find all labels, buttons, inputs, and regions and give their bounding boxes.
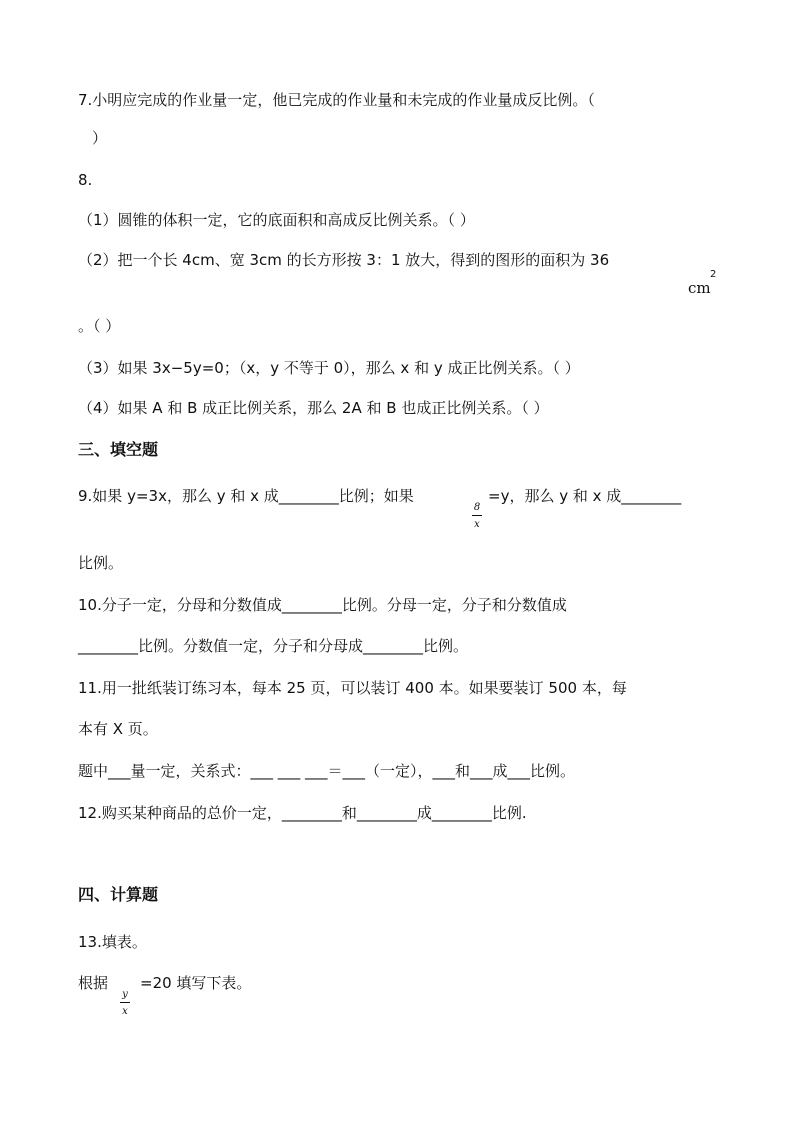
q12-line1: 12.购买某种商品的总价一定，________和________成________比例.: [78, 804, 527, 822]
fraction-bar: [120, 1002, 130, 1003]
q8-part2: （2）把一个长 4cm、宽 3cm 的长方形按 3：1 放大，得到的图形的面积为 36: [78, 251, 610, 269]
q9-line2: 比例。: [78, 554, 124, 572]
q8-part4: （4）如果 A 和 B 成正比例关系，那么 2A 和 B 也成正比例关系。（ ）: [78, 399, 549, 417]
q8-part3: （3）如果 3x−5y=0；（x，y 不等于 0），那么 x 和 y 成正比例关系。（ ）: [78, 359, 580, 377]
q13-line1: 13.填表。: [78, 933, 147, 951]
q8-area-unit: cm: [688, 279, 711, 297]
q13-part2: =20 填写下表。: [140, 974, 252, 992]
q7-line1: 7.小明应完成的作业量一定，他已完成的作业量和未完成的作业量成反比例。（: [78, 91, 595, 109]
q11-line3: 题中___量一定，关系式：___ ___ ___＝___（一定），___和___成___比例。: [78, 762, 576, 780]
q8-part1: （1）圆锥的体积一定，它的底面积和高成反比例关系。（ ）: [78, 211, 475, 229]
q11-line1: 11.用一批纸装订练习本，每本 25 页，可以装订 400 本。如果要装订 500 本，每: [78, 679, 627, 697]
q13-fraction-denominator: x: [122, 1006, 128, 1017]
q10-line2: ________比例。分数值一定，分子和分母成________比例。: [78, 637, 469, 655]
q9-part1: 9.如果 y=3x，那么 y 和 x 成________比例；如果: [78, 487, 414, 505]
q9-fraction-numerator: 8: [473, 502, 481, 513]
q7-line2: ）: [92, 129, 108, 147]
q10-line1: 10.分子一定，分母和分数值成________比例。分母一定，分子和分数值成: [78, 596, 567, 614]
q9-fraction-denominator: x: [474, 519, 480, 530]
q8-part2-end: 。（ ）: [78, 317, 121, 335]
q9-part2: =y，那么 y 和 x 成________: [488, 487, 682, 505]
q13-fraction-numerator: y: [122, 989, 128, 1000]
q11-line2: 本有 X 页。: [78, 720, 158, 738]
fraction-bar: [472, 515, 482, 516]
q8-area-exponent: 2: [710, 269, 717, 280]
q8-number: 8.: [78, 171, 93, 189]
q13-part1: 根据: [78, 974, 109, 992]
q9-fraction: [470, 502, 484, 530]
q13-fraction: [118, 989, 132, 1017]
section-3-title: 三、填空题: [78, 440, 159, 459]
section-4-title: 四、计算题: [78, 885, 159, 904]
